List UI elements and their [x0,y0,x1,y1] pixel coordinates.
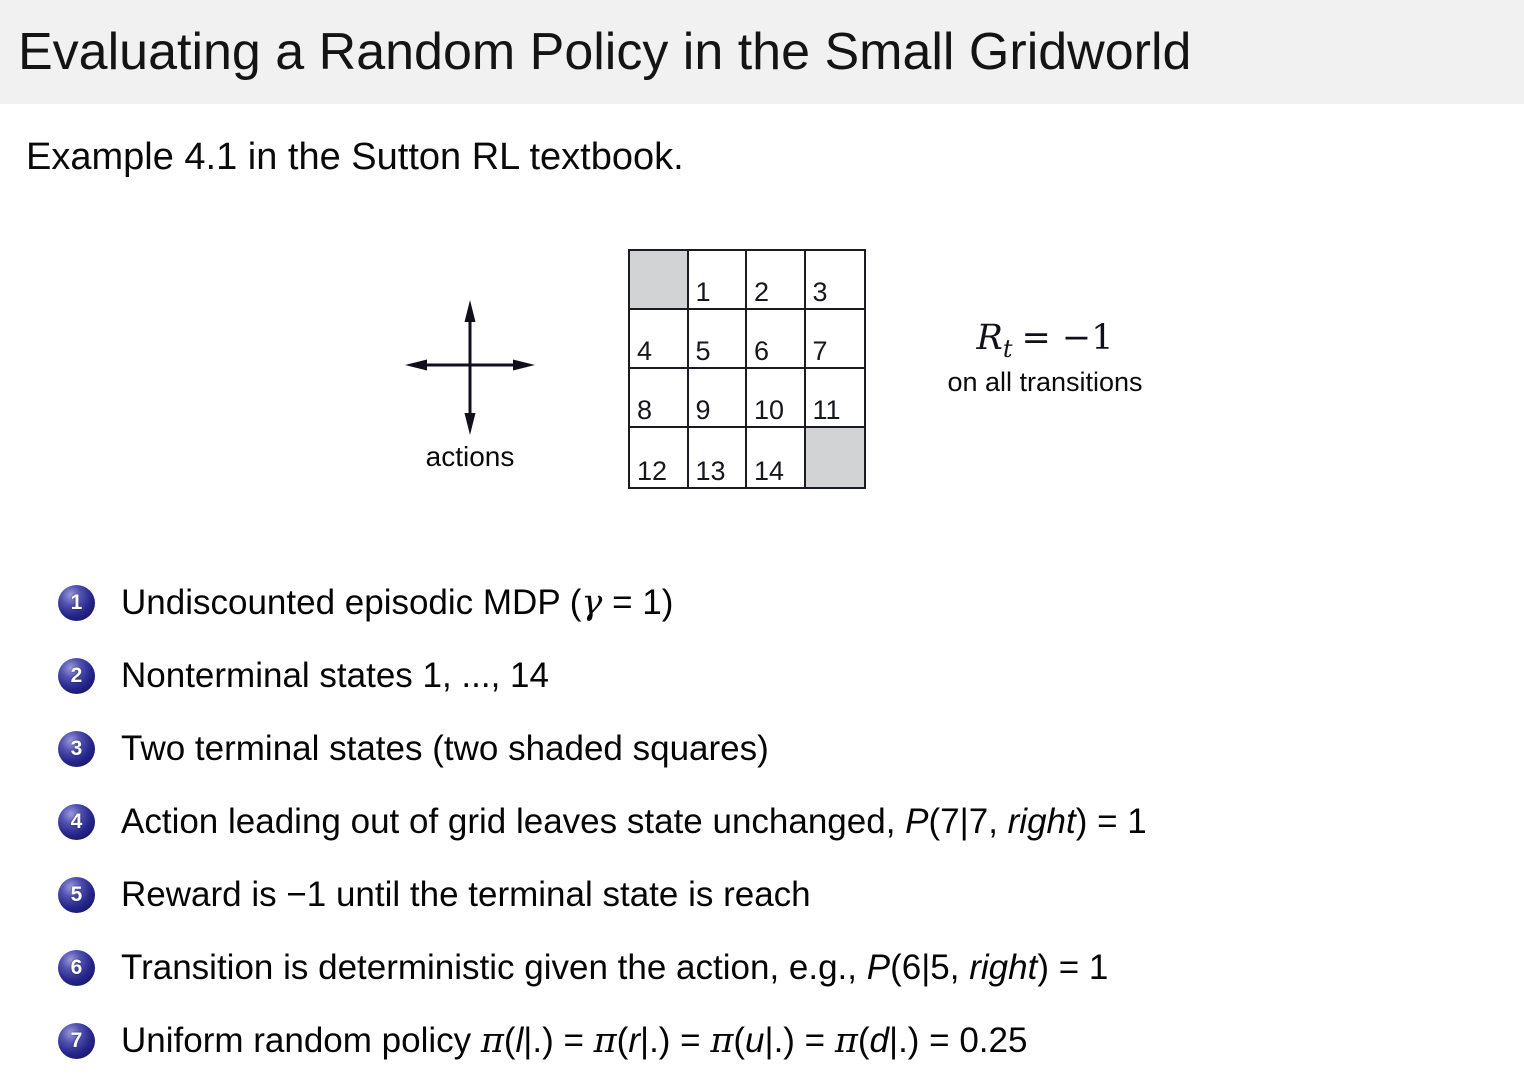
list-item-2 [58,639,1518,712]
item-text: Undiscounted episodic MDP (γ = 1) [121,582,674,623]
grid-cell-2 [747,251,806,310]
bullet-list [58,566,1518,1077]
grid-cell-6 [747,310,806,369]
item-text: Nonterminal states 1, ..., 14 [121,655,549,695]
cell-label: 7 [812,336,828,366]
grid-cell-9 [689,369,748,428]
cell-label: 13 [695,456,726,486]
grid-cell-12 [630,428,689,487]
cell-label: 9 [695,395,711,425]
gridworld-grid [628,249,866,489]
actions-diagram [405,300,535,473]
actions-cross-icon [405,300,535,435]
cell-label: 11 [812,395,841,425]
item-number-ball: 5 [58,877,95,913]
reward-caption: on all transitions [947,367,1143,397]
grid-cell-4 [630,310,689,369]
grid-cell-11 [806,369,865,428]
list-item-4 [58,785,1518,858]
item-text: Action leading out of grid leaves state unchanged, P(7|7, right) = 1 [121,801,1147,841]
item-number-ball: 4 [58,804,95,840]
cell-label: 5 [695,336,711,366]
reward-symbol: R [976,318,1003,358]
slide-title: Evaluating a Random Policy in the Small Gridworld [18,23,1192,81]
cell-label: 10 [754,395,785,425]
item-text: Transition is deterministic given the action, e.g., P(6|5, right) = 1 [121,947,1109,987]
cell-label: 12 [637,456,668,486]
actions-label: actions [425,441,515,472]
title-bar [0,0,1524,104]
cell-label: 4 [637,336,653,366]
item-number-ball: 7 [58,1023,95,1059]
grid-cell-1 [689,251,748,310]
grid-cell-14 [747,428,806,487]
item-number-ball: 1 [58,585,95,621]
list-item-3 [58,712,1518,785]
list-item-7 [58,1004,1518,1077]
grid-cell-3 [806,251,865,310]
item-text: Uniform random policy π(l|.) = π(r|.) = π(u|.) = π(d|.) = 0.25 [121,1020,1028,1061]
list-item-5 [58,858,1518,931]
item-text: Reward is −1 until the terminal state is reach [121,874,811,914]
cell-label: 8 [637,395,653,425]
grid-cell-10 [747,369,806,428]
reward-value: = −1 [1021,318,1114,358]
item-number-ball: 2 [58,658,95,694]
terminal-cell [630,251,689,310]
cell-label: 1 [695,277,711,307]
list-item-6 [58,931,1518,1004]
item-number-ball: 6 [58,950,95,986]
grid-cell-8 [630,369,689,428]
reward-note [920,318,1170,398]
cell-label: 2 [754,277,770,307]
list-item-1 [58,566,1518,639]
grid-cell-13 [689,428,748,487]
terminal-cell [806,428,865,487]
item-text: Two terminal states (two shaded squares) [121,728,769,768]
item-number-ball: 3 [58,731,95,767]
reward-equation [920,318,1170,363]
cell-label: 3 [812,277,828,307]
grid-cell-5 [689,310,748,369]
grid-cell-7 [806,310,865,369]
reward-subscript: t [1002,335,1013,363]
cell-label: 6 [754,336,770,366]
subtitle: Example 4.1 in the Sutton RL textbook. [26,136,684,178]
cell-label: 14 [754,456,785,486]
